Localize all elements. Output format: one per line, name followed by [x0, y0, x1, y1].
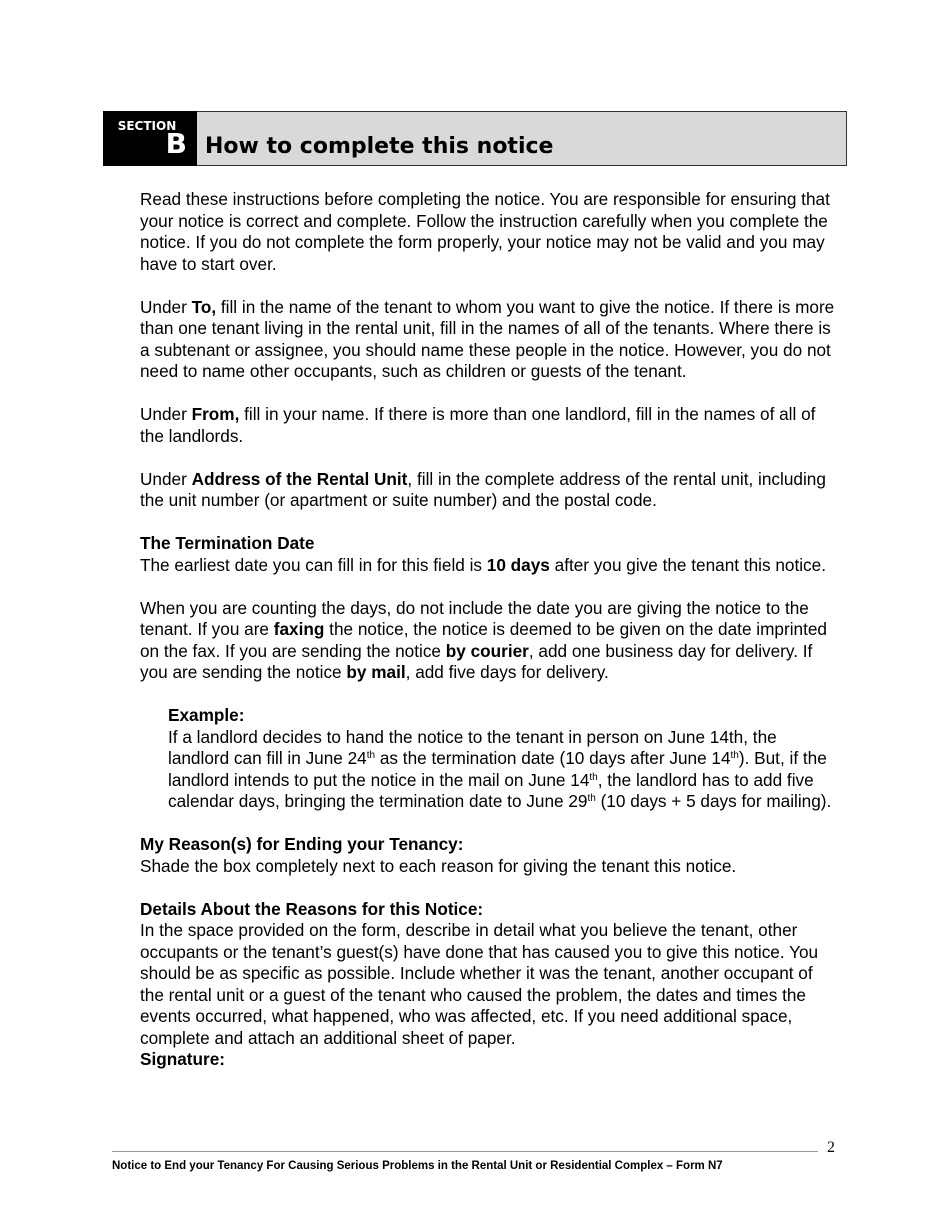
counting-text-4: , add five days for delivery.	[405, 662, 609, 682]
termination-heading: The Termination Date	[140, 533, 315, 553]
termination-text-2: after you give the tenant this notice.	[549, 554, 826, 575]
signature-heading: Signature:	[140, 1049, 225, 1069]
counting-paragraph	[140, 598, 840, 684]
reasons-paragraph: Shade the box completely next to each reason for giving the tenant this notice.	[140, 855, 737, 876]
page-number: 2	[827, 1139, 835, 1156]
example-text-4: , the landlord has to add five calendar days, bringing the termination date to June 29	[168, 769, 814, 811]
section-tab	[103, 111, 197, 166]
section-label: SECTION	[117, 119, 177, 133]
reasons-heading: My Reason(s) for Ending your Tenancy:	[140, 834, 464, 854]
example-heading: Example:	[168, 705, 245, 725]
address-paragraph	[140, 469, 840, 512]
example-sup-3: th	[589, 771, 598, 783]
address-prefix: Under	[140, 468, 192, 489]
from-prefix: Under	[140, 404, 192, 424]
counting-bold-courier: by courier	[445, 640, 529, 661]
counting-text-2: the notice, the notice is deemed to be given on the date imprinted on the fax. If you are sending the notice	[140, 619, 827, 661]
termination-text-1: The earliest date you can fill in for this field is	[140, 554, 487, 575]
from-bold: From,	[191, 404, 240, 424]
termination-bold: 10 days	[486, 554, 550, 575]
counting-text-1: When you are counting the days, do not include the date you are giving the notice to the tenant. If you are	[140, 597, 809, 639]
from-text: fill in your name. If there is more than one landlord, fill in the names of all of the landlords.	[140, 404, 816, 446]
example-text-2: as the termination date (10 days after June 14	[375, 748, 731, 768]
section-title: How to complete this notice	[205, 134, 554, 159]
termination-paragraph	[140, 555, 840, 577]
from-paragraph	[140, 404, 840, 447]
intro-paragraph: Read these instructions before completing the notice. You are responsible for ensuring that your notice is correct and complete. Follow the instruction carefully when you complete the notice. If you do not complete the form properly, your notice may not be valid and you may have to start over.	[140, 189, 830, 274]
section-letter: B	[165, 127, 187, 160]
example-block	[168, 705, 840, 813]
example-text-5: (10 days + 5 days for mailing).	[595, 791, 832, 811]
details-heading: Details About the Reasons for this Notice:	[140, 898, 484, 919]
counting-bold-faxing: faxing	[273, 619, 325, 639]
instructions-body	[140, 189, 840, 1071]
address-bold: Address of the Rental Unit	[191, 468, 408, 489]
counting-text-3: , add one business day for delivery. If you are sending the notice	[140, 640, 813, 682]
example-sup-2: th	[730, 750, 739, 761]
example-text-3: ). But, if the landlord intends to put the notice in the mail on June 14	[168, 748, 827, 790]
address-text: , fill in the complete address of the rental unit, including the unit number (or apartment or suite number) and the postal code.	[140, 468, 826, 510]
footer-form-title: Notice to End your Tenancy For Causing Serious Problems in the Rental Unit or Residential Complex – Form N7	[112, 1160, 723, 1172]
footer-divider	[112, 1151, 818, 1152]
to-text: fill in the name of the tenant to whom you want to give the notice. If there is more than one tenant living in the rental unit, fill in the names of all of the tenants. Where there is a subtenant or assignee, you should name these people in the notice. However, you do not need to name other occupants, such as children or guests of the tenant.	[140, 296, 835, 381]
counting-bold-mail: by mail	[346, 662, 406, 682]
example-sup-4: th	[587, 793, 596, 804]
section-header	[103, 111, 847, 166]
to-prefix: Under	[140, 296, 192, 317]
to-paragraph	[140, 297, 840, 383]
example-text-1: If a landlord decides to hand the notice to the tenant in person on June 14th, the landlord can fill in June 24	[168, 726, 777, 768]
example-paragraph	[168, 727, 840, 813]
to-bold: To,	[191, 296, 217, 317]
example-sup-1: th	[366, 750, 376, 761]
details-paragraph: In the space provided on the form, describe in detail what you believe the tenant, other occupants or the tenant’s guest(s) have done that has caused you to give this notice. You should be as specific as possible. Include whether it was the tenant, another occupant of the rental unit or a guest of the tenant who caused the problem, the dates and times the events occurred, what happened, who was affected, etc. If you need additional space, complete and attach an additional sheet of paper.	[140, 920, 819, 1048]
